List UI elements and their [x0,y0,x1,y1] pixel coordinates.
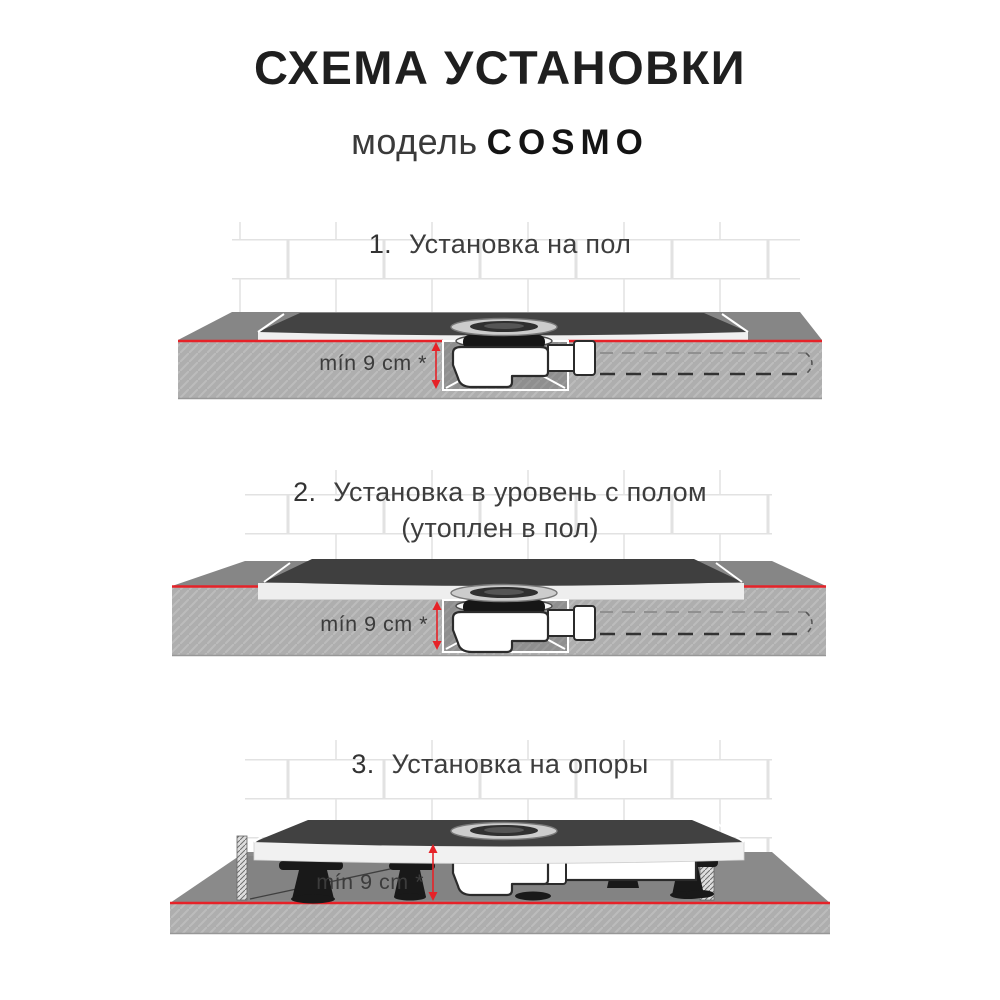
floor-slab [170,903,830,933]
section-1-heading [0,226,1000,262]
section-3-title: Установка на опоры [391,749,649,779]
page-title: СХЕМА УСТАНОВКИ [253,41,747,94]
model-prefix: модель [351,121,478,162]
model-name: COSMO [486,123,649,162]
depth-label: mín 9 cm * [319,351,427,375]
section-2-title: Установка в уровень с полом [333,477,707,507]
drain-cover [451,585,557,602]
section-3-number: 3. [351,749,375,779]
section-2-subtitle: (утоплен в пол) [401,513,599,543]
depth-label: mín 9 cm * [320,612,428,636]
section-2-heading [0,474,1000,546]
section-3-heading [0,746,1000,782]
drain-cover [451,319,557,336]
depth-label: mín 9 cm * [316,870,424,894]
tray-left-skirt [237,836,247,900]
drain-cover [451,823,557,840]
section-1-title: Установка на пол [408,229,632,259]
section-1-number: 1. [368,229,392,259]
section-2-number: 2. [293,477,317,507]
model-line [0,121,1000,163]
